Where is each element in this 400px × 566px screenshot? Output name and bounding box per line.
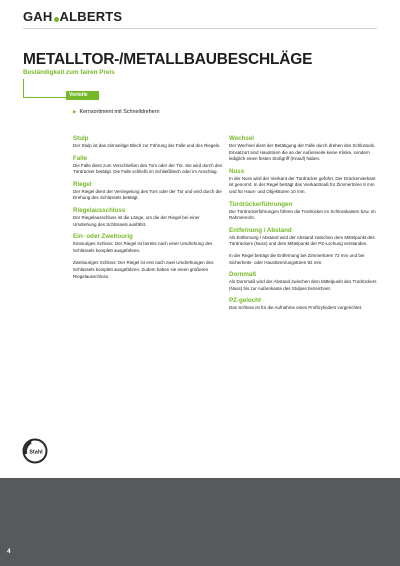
section-text: Als Dornmaß wird der Abstand zwischen dem Mittelpunkt des Türdrückers (Nuss) bis zur Außenkante des Stulpes bezeichnet. — [229, 279, 377, 291]
logo-text-right: ALBERTS — [59, 9, 123, 24]
section-riegel — [73, 181, 223, 202]
brand-logo — [23, 9, 122, 24]
right-column — [229, 135, 381, 312]
section-heading: Entfernung / Abstand — [229, 226, 292, 234]
section-text: Zweitouriges Schloss: Der Riegel ist erst nach zwei Umdrehungen des Schlüssels komplett ausgefahren. Zudem haben sie einen größeren Riegelausschluss. — [73, 260, 214, 279]
logo-text-left: GAH — [23, 9, 53, 24]
section-heading: Dornmaß — [229, 271, 257, 279]
section-pz-gelocht — [229, 297, 381, 312]
section-heading: Wechsel — [229, 135, 254, 142]
vorteile-bullet-text: Kernsortiment mit Schnelldrehern — [79, 109, 160, 115]
section-stulp — [73, 135, 223, 150]
section-heading: Falle — [73, 154, 88, 162]
section-heading: Nuss — [229, 167, 245, 175]
page-subtitle: Beständigkeit zum fairen Preis — [23, 69, 115, 76]
section-heading: Stulp — [73, 135, 89, 142]
section-heading: Ein- oder Zweitourig — [73, 233, 133, 241]
left-column — [73, 135, 223, 280]
logo-dot-icon — [54, 17, 59, 22]
header-divider — [23, 28, 377, 29]
section-heading: Türdrückerführungen — [229, 200, 293, 208]
stahl-badge-icon — [22, 438, 48, 464]
section-text: In der Regel beträgt die Entfernung bei Zimmertüren 72 mm und bei Sicherheits- oder Haustüren/ungstüren 92 mm. — [229, 252, 365, 265]
section-text: In der Nuss wird der Vierkant der Türdrücker geführt. Der Drückervierkant ist genormt. In der Regel beträgt das Vierkantmaß für Zimmertüren 8 mm und für Haus- und Objekttüren 10 mm. — [229, 175, 376, 194]
footer-band — [0, 478, 400, 566]
section-text: Als Entfernung / Abstand wird der Abstand zwischen dem Mittelpunkt des Türdrückers (Nuss) und dem Mittelpunkt der PZ-Lochung verstanden. — [229, 234, 375, 247]
section-text: Der Riegel dient der Verriegelung des Tors oder der Tür und wird durch die Drehung des Schlüssels betätigt. — [73, 188, 222, 201]
section-wechsel — [229, 135, 381, 163]
section-falle — [73, 155, 223, 176]
section-text: Der Stulp ist das stirnseitige Blech zur Führung der Falle und des Riegels. — [73, 143, 221, 148]
section-heading: Riegelausschluss — [73, 206, 126, 214]
section-tuerdrueckerfuehrungen — [229, 201, 381, 222]
page-number: 4 — [7, 548, 11, 555]
section-text: Die Falle dient zum Verschließen des Tors oder der Tür. Sie wird durch den Türdrücker betätigt. Die Falle schließt im Schließblech oder im Anschlag. — [73, 162, 223, 175]
arrow-right-icon: ▶ — [73, 109, 77, 114]
section-nuss — [229, 168, 381, 196]
section-entfernung — [229, 227, 381, 266]
section-riegelausschluss — [73, 207, 223, 228]
section-text: Der Wechsel dient der Betätigung der Falle durch drehen des Schlüssels. Einsatzort sind Haustüren die an der Außenseite keine Klinke, sondern lediglich einen festen Stoßgriff (Knauf) haben. — [229, 143, 376, 162]
section-text: Eintouriges Schloss: Der Riegel ist bereits nach einer Umdrehung des Schlüssels komplett ausgefahren. — [73, 241, 213, 253]
section-heading: Riegel — [73, 180, 92, 188]
section-dornmass — [229, 271, 381, 292]
section-tourig — [73, 233, 223, 280]
section-text: Der Riegelausschluss ist die Länge, um die der Riegel bei einer Umdrehung des Schlüssels ausfährt. — [73, 214, 200, 227]
vorteile-bullet — [73, 109, 159, 115]
section-text: Das Schloss ist für die Aufnahme eines Profilzylinders vorgerichtet. — [229, 305, 363, 311]
section-text: Die Türdrückerführungen führen die Türdrücker im Schlosskasten bzw. im Rahmenrohr. — [229, 208, 376, 221]
stahl-badge-text: Stahl — [29, 449, 43, 456]
section-heading: PZ-gelocht — [229, 297, 261, 305]
vorteile-label: Vorteile — [66, 91, 99, 100]
section-bracket — [23, 79, 66, 98]
page-title: METALLTOR-/METALLBAUBESCHLÄGE — [23, 51, 313, 68]
